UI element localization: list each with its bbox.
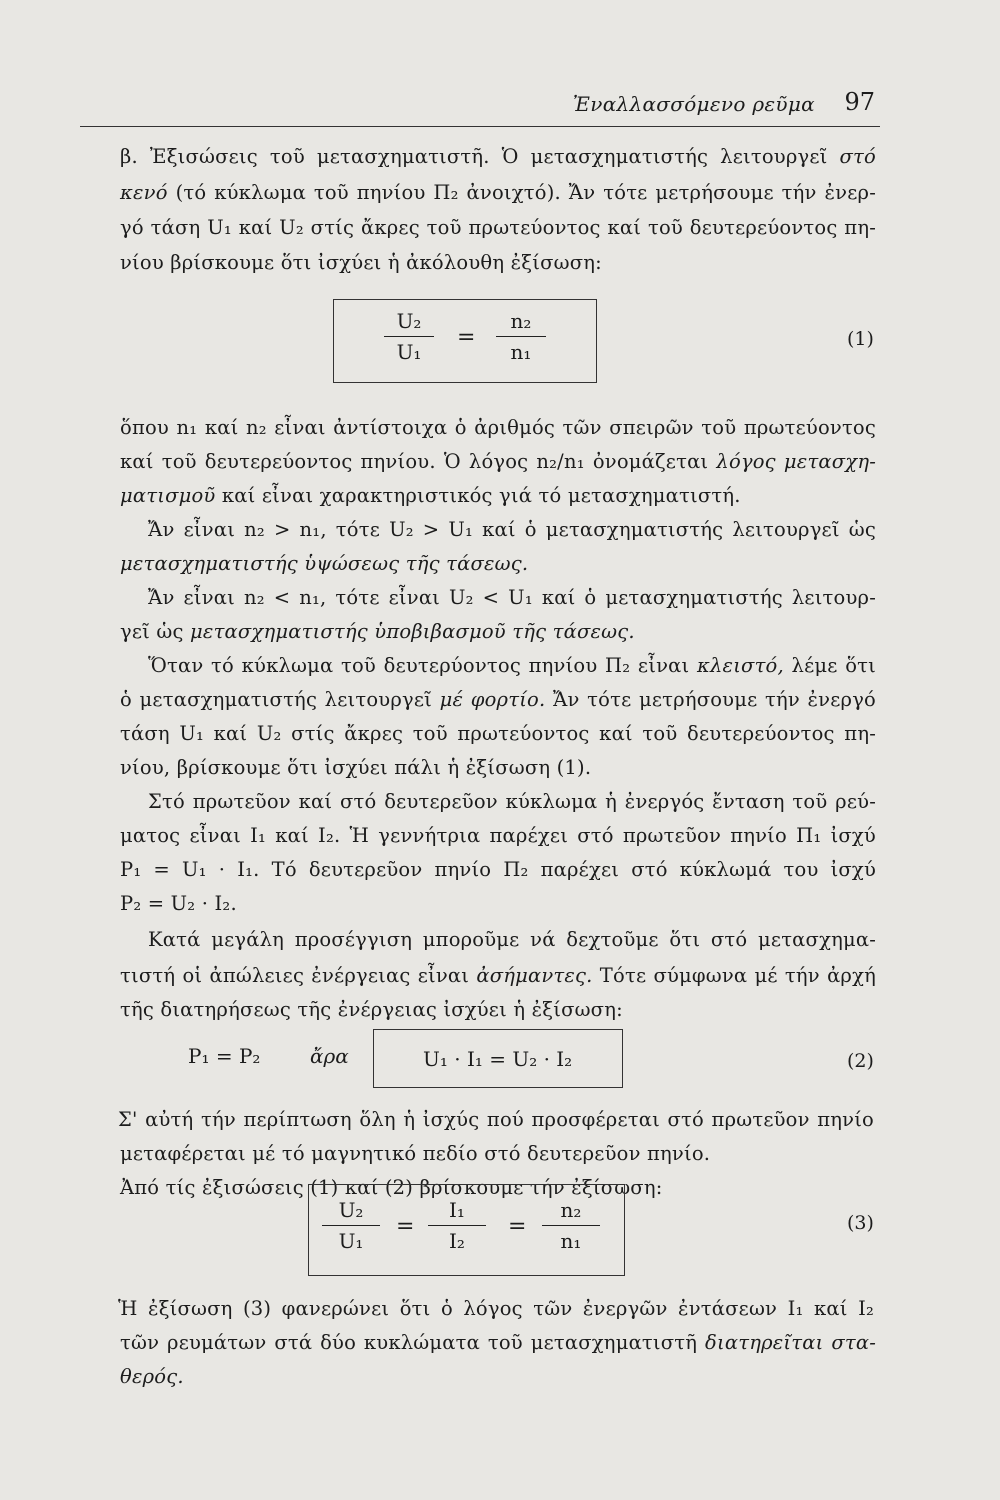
para-3-line-2: μεταφέρεται μέ τό μαγνητικό πεδίο στό δευτερεῦον πηνίο. <box>120 1142 711 1165</box>
para-4-line-2: τῶν ρευμάτων στά δύο κυκλώματα τοῦ μετασχηματιστῆ διατηρεῖται στα- <box>120 1331 876 1354</box>
equation-3-fraction-1 <box>322 1198 380 1253</box>
para-2-line-12: Στό πρωτεῦον καί στό δευτερεῦον κύκλωμα ἡ ἐνεργός ἔνταση τοῦ ρεύ- <box>148 790 876 813</box>
page-number: 97 <box>844 88 875 116</box>
para-2-line-13: ματος εἶναι I₁ καί I₂. Ἡ γεννήτρια παρέχει στό πρωτεῦον πηνίο Π₁ ἰσχύ <box>120 824 876 847</box>
para-2-line-5: μετασχηματιστής ὑψώσεως τῆς τάσεως. <box>120 552 529 575</box>
equation-3-equals-1: = <box>396 1214 415 1239</box>
para-2-line-8: Ὅταν τό κύκλωμα τοῦ δευτερύοντος πηνίου Π₂ εἶναι κλειστό, λέμε ὅτι <box>148 654 877 677</box>
equation-3-equals-2: = <box>508 1214 527 1239</box>
para-2-line-3: ματισμοῦ καί εἶναι χαρακτηριστικός γιά τό μετασχηματιστή. <box>120 484 741 507</box>
para-2-line-9: ὁ μετασχηματιστής λειτουργεῖ μέ φορτίο. Ἄν τότε μετρήσουμε τήν ἐνεργό <box>120 688 876 711</box>
para-2-line-11: νίου, βρίσκουμε ὅτι ἰσχύει πάλι ἡ ἐξίσωση (1). <box>120 756 592 779</box>
para-2-line-17: τιστή οἱ ἀπώλειες ἐνέργειας εἶναι ἀσήμαντες. Τότε σύμφωνα μέ τήν ἀρχή <box>120 964 876 987</box>
section-b-line-3: γό τάση U₁ καί U₂ στίς ἄκρες τοῦ πρωτεύοντος καί τοῦ δευτερεύοντος πη- <box>120 216 876 239</box>
header-rule <box>80 126 880 127</box>
fraction-numerator: U₂ <box>396 309 422 333</box>
fraction-numerator: n₂ <box>510 309 532 333</box>
fraction-bar <box>428 1225 486 1226</box>
fraction-bar <box>384 336 434 337</box>
section-b-line-4: νίου βρίσκουμε ὅτι ἰσχύει ἡ ἀκόλουθη ἐξίσωση: <box>120 251 602 274</box>
equation-1-equals: = <box>457 325 476 350</box>
fraction-denominator: I₂ <box>449 1229 465 1253</box>
equation-1-lhs-fraction <box>384 309 434 364</box>
section-b-line-1: β. Ἐξισώσεις τοῦ μετασχηματιστῆ. Ὁ μετασχηματιστής λειτουργεῖ στό <box>120 145 876 168</box>
equation-3-fraction-3 <box>542 1198 600 1253</box>
fraction-numerator: I₁ <box>449 1198 465 1222</box>
equation-1-rhs-fraction <box>496 309 546 364</box>
para-2-line-18: τῆς διατηρήσεως τῆς ἐνέργειας ἰσχύει ἡ ἐξίσωση: <box>120 998 623 1021</box>
equation-1-label: (1) <box>847 328 874 350</box>
equation-2-label: (2) <box>847 1050 874 1072</box>
para-2-line-7: γεῖ ὡς μετασχηματιστής ὑποβιβασμοῦ τῆς τάσεως. <box>120 620 635 643</box>
para-2-line-14: P₁ = U₁ · I₁. Τό δευτερεῦον πηνίο Π₂ παρέχει στό κύκλωμά του ἰσχύ <box>120 858 876 881</box>
para-2-line-2: καί τοῦ δευτερεύοντος πηνίου. Ὁ λόγος n₂/n₁ ὀνομάζεται λόγος μετασχη- <box>120 450 876 473</box>
fraction-denominator: U₁ <box>338 1229 364 1253</box>
para-2-line-15: P₂ = U₂ · I₂. <box>120 892 237 915</box>
fraction-denominator: U₁ <box>396 340 422 364</box>
para-2-line-6: Ἄν εἶναι n₂ < n₁, τότε εἶναι U₂ < U₁ καί ὁ μετασχηματιστής λειτουρ- <box>148 586 876 609</box>
para-2-line-4: Ἄν εἶναι n₂ > n₁, τότε U₂ > U₁ καί ὁ μετασχηματιστής λειτουργεῖ ὡς <box>148 518 876 541</box>
section-b-line-2: κενό (τό κύκλωμα τοῦ πηνίου Π₂ ἀνοιχτό). Ἄν τότε μετρήσουμε τήν ἐνερ- <box>120 181 876 204</box>
para-4-line-1: Ἡ ἐξίσωση (3) φανερώνει ὅτι ὁ λόγος τῶν ἐνεργῶν ἐντάσεων I₁ καί I₂ <box>118 1297 874 1320</box>
fraction-numerator: U₂ <box>338 1198 364 1222</box>
fraction-bar <box>322 1225 380 1226</box>
para-3-line-1: Σ' αὐτή τήν περίπτωση ὅλη ἡ ἰσχύς πού προσφέρεται στό πρωτεῦον πηνίο <box>118 1108 874 1131</box>
fraction-denominator: n₁ <box>560 1229 582 1253</box>
running-header-title: Ἐναλλασσόμενο ρεῦμα <box>572 92 815 116</box>
equation-2-boxed: U₁ · I₁ = U₂ · I₂ <box>423 1047 573 1071</box>
para-3-line-3: Ἀπό τίς ἐξισώσεις (1) καί (2) βρίσκουμε τήν ἐξίσωση: <box>120 1176 663 1199</box>
equation-2-left: P₁ = P₂ <box>188 1044 261 1068</box>
fraction-bar <box>496 336 546 337</box>
fraction-numerator: n₂ <box>560 1198 582 1222</box>
para-4-line-3: θερός. <box>120 1365 184 1388</box>
equation-3-label: (3) <box>847 1212 874 1234</box>
para-2-line-16: Κατά μεγάλη προσέγγιση μποροῦμε νά δεχτοῦμε ὅτι στό μετασχημα- <box>148 928 876 951</box>
para-2-line-10: τάση U₁ καί U₂ στίς ἄκρες τοῦ πρωτεύοντος καί τοῦ δευτερεύοντος πη- <box>120 722 876 745</box>
equation-2-word: ἄρα <box>310 1044 349 1068</box>
fraction-bar <box>542 1225 600 1226</box>
equation-3-fraction-2 <box>428 1198 486 1253</box>
para-2-line-1: ὅπου n₁ καί n₂ εἶναι ἀντίστοιχα ὁ ἀριθμός τῶν σπειρῶν τοῦ πρωτεύοντος <box>120 416 876 439</box>
fraction-denominator: n₁ <box>510 340 532 364</box>
